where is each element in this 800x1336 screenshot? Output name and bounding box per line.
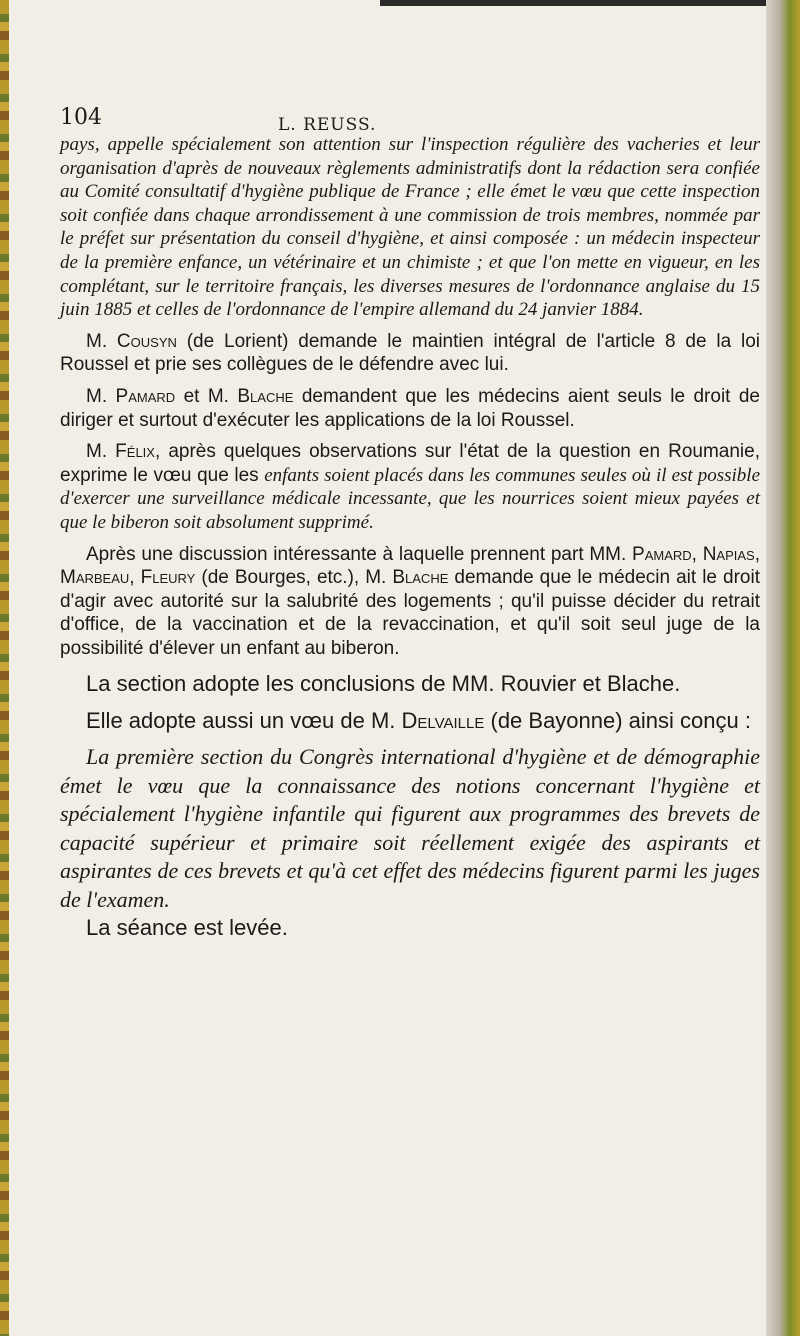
speaker-name: Blache [237,385,294,407]
page-right-edge [766,0,800,1336]
paragraph-text: M. [86,385,116,407]
speaker-name: Fleury [140,567,196,589]
paragraph-text: Elle adopte aussi un vœu de M. [86,707,402,733]
page-left-edge [0,0,9,1336]
paragraph-italic-text: La première section du Congrès international d'hygiène et de démographie émet le vœu que la connaissance des notions concernant l'hygiène et spécialement l'hygiène infantile qui figurent aux programmes des brevets de capacité supérieur et primaire soit réellement exigée des aspirants et aspirantes de ces brevets et qu'à cet effet des médecins figurent parmi les juges de l'examen. [60,744,760,912]
paragraph-text: (de Bourges, etc.), M. [195,567,393,589]
speaker-name: M. Cousyn [86,330,177,352]
speaker-name: Delvaille [401,707,485,733]
speaker-name: Marbeau [60,567,130,589]
book-page [60,85,760,943]
paragraph-text: , après quelques observations sur l'état de la question en Roumanie, exprime le vœu que les [60,441,760,486]
paragraph-text: Après une discussion intéressante à laquelle prennent part MM. [86,543,633,565]
running-head: L. REUSS. [278,115,377,135]
paragraph-section-adopts [60,670,760,699]
paragraph-felix [60,440,760,534]
paragraph-vacheries [60,133,760,322]
speaker-name: Pamard [115,385,176,407]
speaker-name: Blache [392,567,449,589]
paragraph-italic-text: enfants soient placés dans les communes seules où il est possible d'exercer une surveillance médicale incessante, que les nourrices soient mieux payées et que le biberon soit absolument supprimé. [60,464,760,533]
paragraph-text: demande que le médecin ait le droit d'agir avec autorité sur la salubrité des logements ; qu'il puisse décider du retrait d'office, de la vaccination et de la revaccination, et qu'il soit seul juge de la possibilité d'élever un enfant au biberon. [60,567,760,659]
paragraph-cousyn [60,330,760,377]
page-header [60,85,760,133]
paragraph-text: (de Lorient) demande le maintien intégral de l'article 8 de la loi Roussel et prie ses collègues de le défendre avec lui. [60,330,760,376]
page-number: 104 [60,105,102,130]
paragraph-seance-levee [60,914,760,943]
paragraph-text: M. [86,441,116,463]
paragraph-text: (de Bayonne) ainsi conçu : [484,707,751,733]
paragraph-text: et M. [175,385,238,407]
speaker-name: Félix [115,441,155,463]
speaker-name: Pamard [632,543,692,565]
paragraph-text: La séance est levée. [86,915,288,941]
speaker-name: Napias [702,543,755,565]
paragraph-discussion: Après une discussion intéressante à laquelle prennent part MM. Pamard, Napias, Marbeau, Fleury (de Bourges, etc.), M. Blache demande que le médecin ait le droit d'agir avec autorité sur la salubrité des logements ; qu'il puisse décider du retrait d'office, de la vaccination et de la revaccination, et qu'il soit seul juge de la possibilité d'élever un enfant au biberon. [60,543,760,659]
paragraph-delvaille [60,707,760,736]
page-top-edge [380,0,800,6]
paragraph-text: La section adopte les conclusions de MM. Rouvier et Blache. [86,671,681,697]
paragraph-vacheries-text: pays, appelle spécialement son attention sur l'inspection régulière des vacheries et leur organisation d'après de nouveaux règlements administratifs dont la rédaction sera confiée au Comité consultatif d'hygiène publique de France ; elle émet le vœu que cette inspection soit confiée dans chaque arrondissement à une commission de trois membres, nommée par le préfet sur présentation du conseil d'hygiène, et ainsi composée : un médecin inspecteur de la première enfance, un vétérinaire et un chimiste ; et que l'on mette en vigueur, en les complétant, sur le territoire français, les diverses mesures de l'ordonnance anglaise du 15 juin 1885 et celles de l'ordonnance de l'empire allemand du 24 janvier 1884. [60,134,760,321]
paragraph-pamard-blache [60,385,760,432]
paragraph-text: demandent que les médecins aient seuls le droit de diriger et surtout d'exécuter les applications de la loi Roussel. [60,385,760,431]
paragraph-voeu-text [60,743,760,914]
